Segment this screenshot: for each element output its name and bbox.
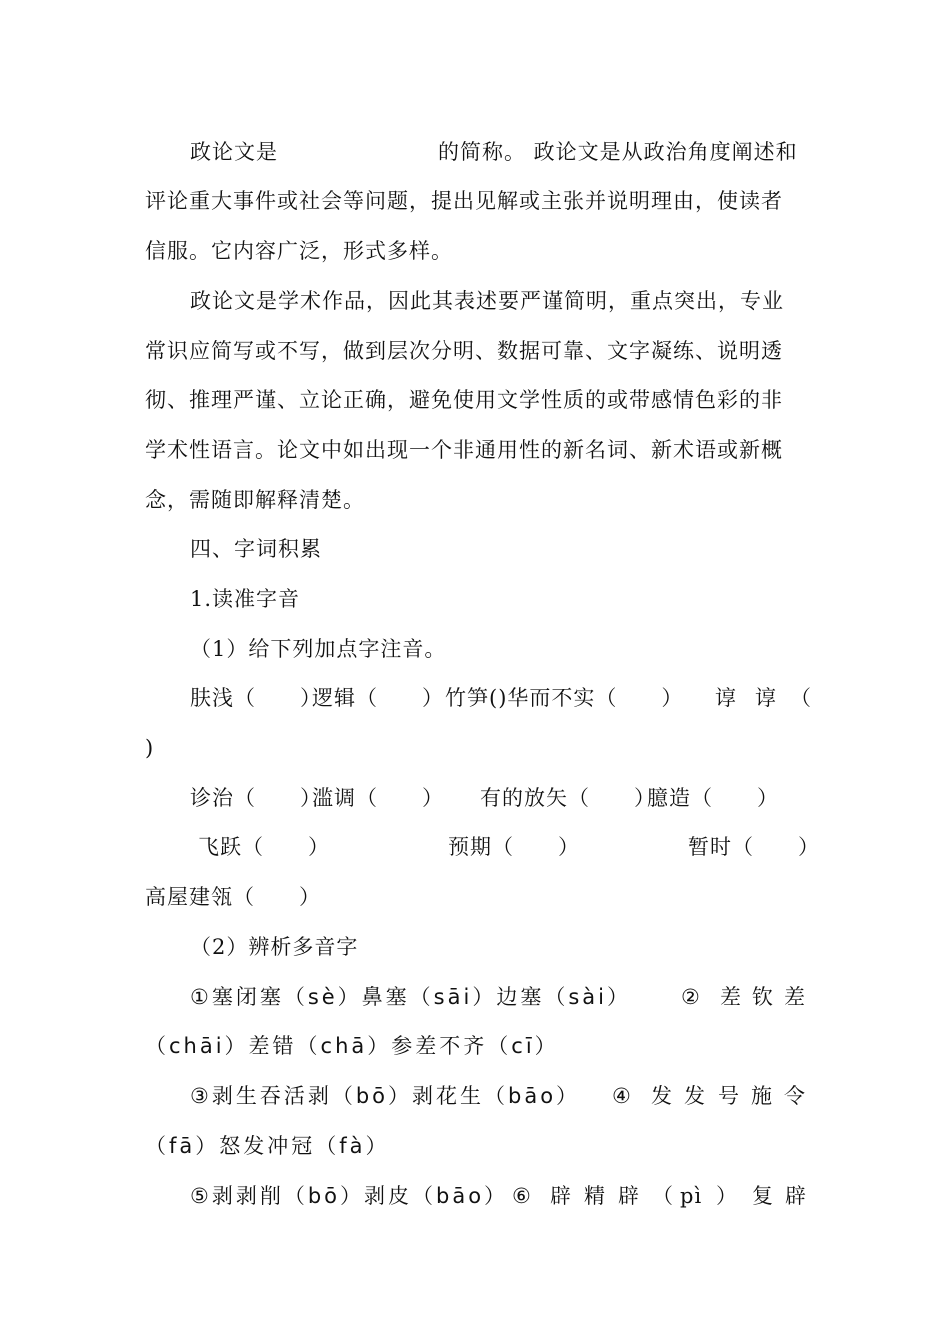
p1-line1-start: 政论文是 [190, 140, 278, 164]
polyphone-4-char-4: 施 [751, 1084, 773, 1108]
word-luoji: 逻辑（ ） [312, 686, 444, 710]
p2-line5: 念，需随即解释清楚。 [145, 488, 365, 512]
polyphone-6-paren-close: ） [716, 1184, 738, 1208]
polyphone-4-char-2: 发 [684, 1084, 706, 1108]
polyphone-4-char-1: 发 [651, 1084, 673, 1108]
polyphone-6-char-2: 精 [584, 1184, 606, 1208]
section-heading: 四、字词积累 [190, 537, 322, 561]
polyphone-6-paren-open: （ [652, 1184, 674, 1208]
exercise-instruction-2: （2）辨析多音字 [190, 935, 359, 959]
polyphone-6-char-5: 辟 [785, 1184, 807, 1208]
polyphone-6-pinyin: pì [680, 1184, 703, 1208]
word-yuqi: 预期（ ） [448, 835, 580, 859]
word-fuqian: 肤浅（ ） [190, 686, 322, 710]
polyphone-6-char-1: 辟 [550, 1184, 572, 1208]
polyphone-4-rest: （fā）怒发冲冠（fà） [145, 1134, 390, 1158]
p2-line4: 学术性语言。论文中如出现一个非通用性的新名词、新术语或新概 [145, 438, 783, 462]
polyphone-2-number: ② [681, 985, 701, 1009]
paren-open: （ [790, 686, 812, 710]
polyphone-5: ⑤剥剥削（bō）剥皮（bāo） [190, 1184, 509, 1208]
polyphone-3: ③剥生吞活剥（bō）剥花生（bāo） [190, 1084, 581, 1108]
word-feiyue: 飞跃（ ） [198, 835, 330, 859]
polyphone-1: ①塞闭塞（sè）鼻塞（sāi）边塞（sài） [190, 985, 631, 1009]
polyphone-2-rest: （chāi）差错（chā）参差不齐（cī） [145, 1034, 559, 1058]
word-zhun-2: 谆 [755, 686, 777, 710]
p1-line1-end: 的简称。 政论文是从政治角度阐述和 [438, 140, 798, 164]
polyphone-6-char-4: 复 [752, 1184, 774, 1208]
polyphone-4-number: ④ [612, 1084, 632, 1108]
polyphone-6-char-3: 辟 [618, 1184, 640, 1208]
paren-close: ) [145, 736, 155, 760]
subsection-heading: 1.读准字音 [190, 587, 301, 611]
exercise-instruction-1: （1）给下列加点字注音。 [190, 637, 447, 661]
word-zhusun-huaerbushi: 竹笋()华而不实（ ） [445, 686, 684, 710]
word-zhun-1: 谆 [715, 686, 737, 710]
p2-line3: 彻、推理严谨、立论正确，避免使用文学性质的或带感情色彩的非 [145, 388, 783, 412]
polyphone-4-char-5: 令 [784, 1084, 806, 1108]
polyphone-6-number: ⑥ [512, 1184, 532, 1208]
p2-line2: 常识应简写或不写，做到层次分明、数据可靠、文字凝练、说明透 [145, 339, 783, 363]
polyphone-2-char-1: 差 [720, 985, 742, 1009]
word-youdifangshi: 有的放矢（ ） [480, 786, 656, 810]
polyphone-2-char-2: 钦 [752, 985, 774, 1009]
polyphone-4-char-3: 号 [718, 1084, 740, 1108]
p2-line1: 政论文是学术作品，因此其表述要严谨简明，重点突出，专业 [190, 289, 784, 313]
word-gaowujianling: 高屋建瓴（ ） [145, 885, 321, 909]
word-yizao: 臆造（ ） [647, 786, 779, 810]
polyphone-2-char-3: 差 [784, 985, 806, 1009]
word-zhenzhi: 诊治（ ） [190, 786, 322, 810]
p1-line2: 评论重大事件或社会等问题，提出见解或主张并说明理由，使读者 [145, 189, 783, 213]
p1-line3: 信服。它内容广泛，形式多样。 [145, 239, 453, 263]
word-zanshi: 暂时（ ） [688, 835, 820, 859]
word-landiao: 滥调（ ） [312, 786, 444, 810]
